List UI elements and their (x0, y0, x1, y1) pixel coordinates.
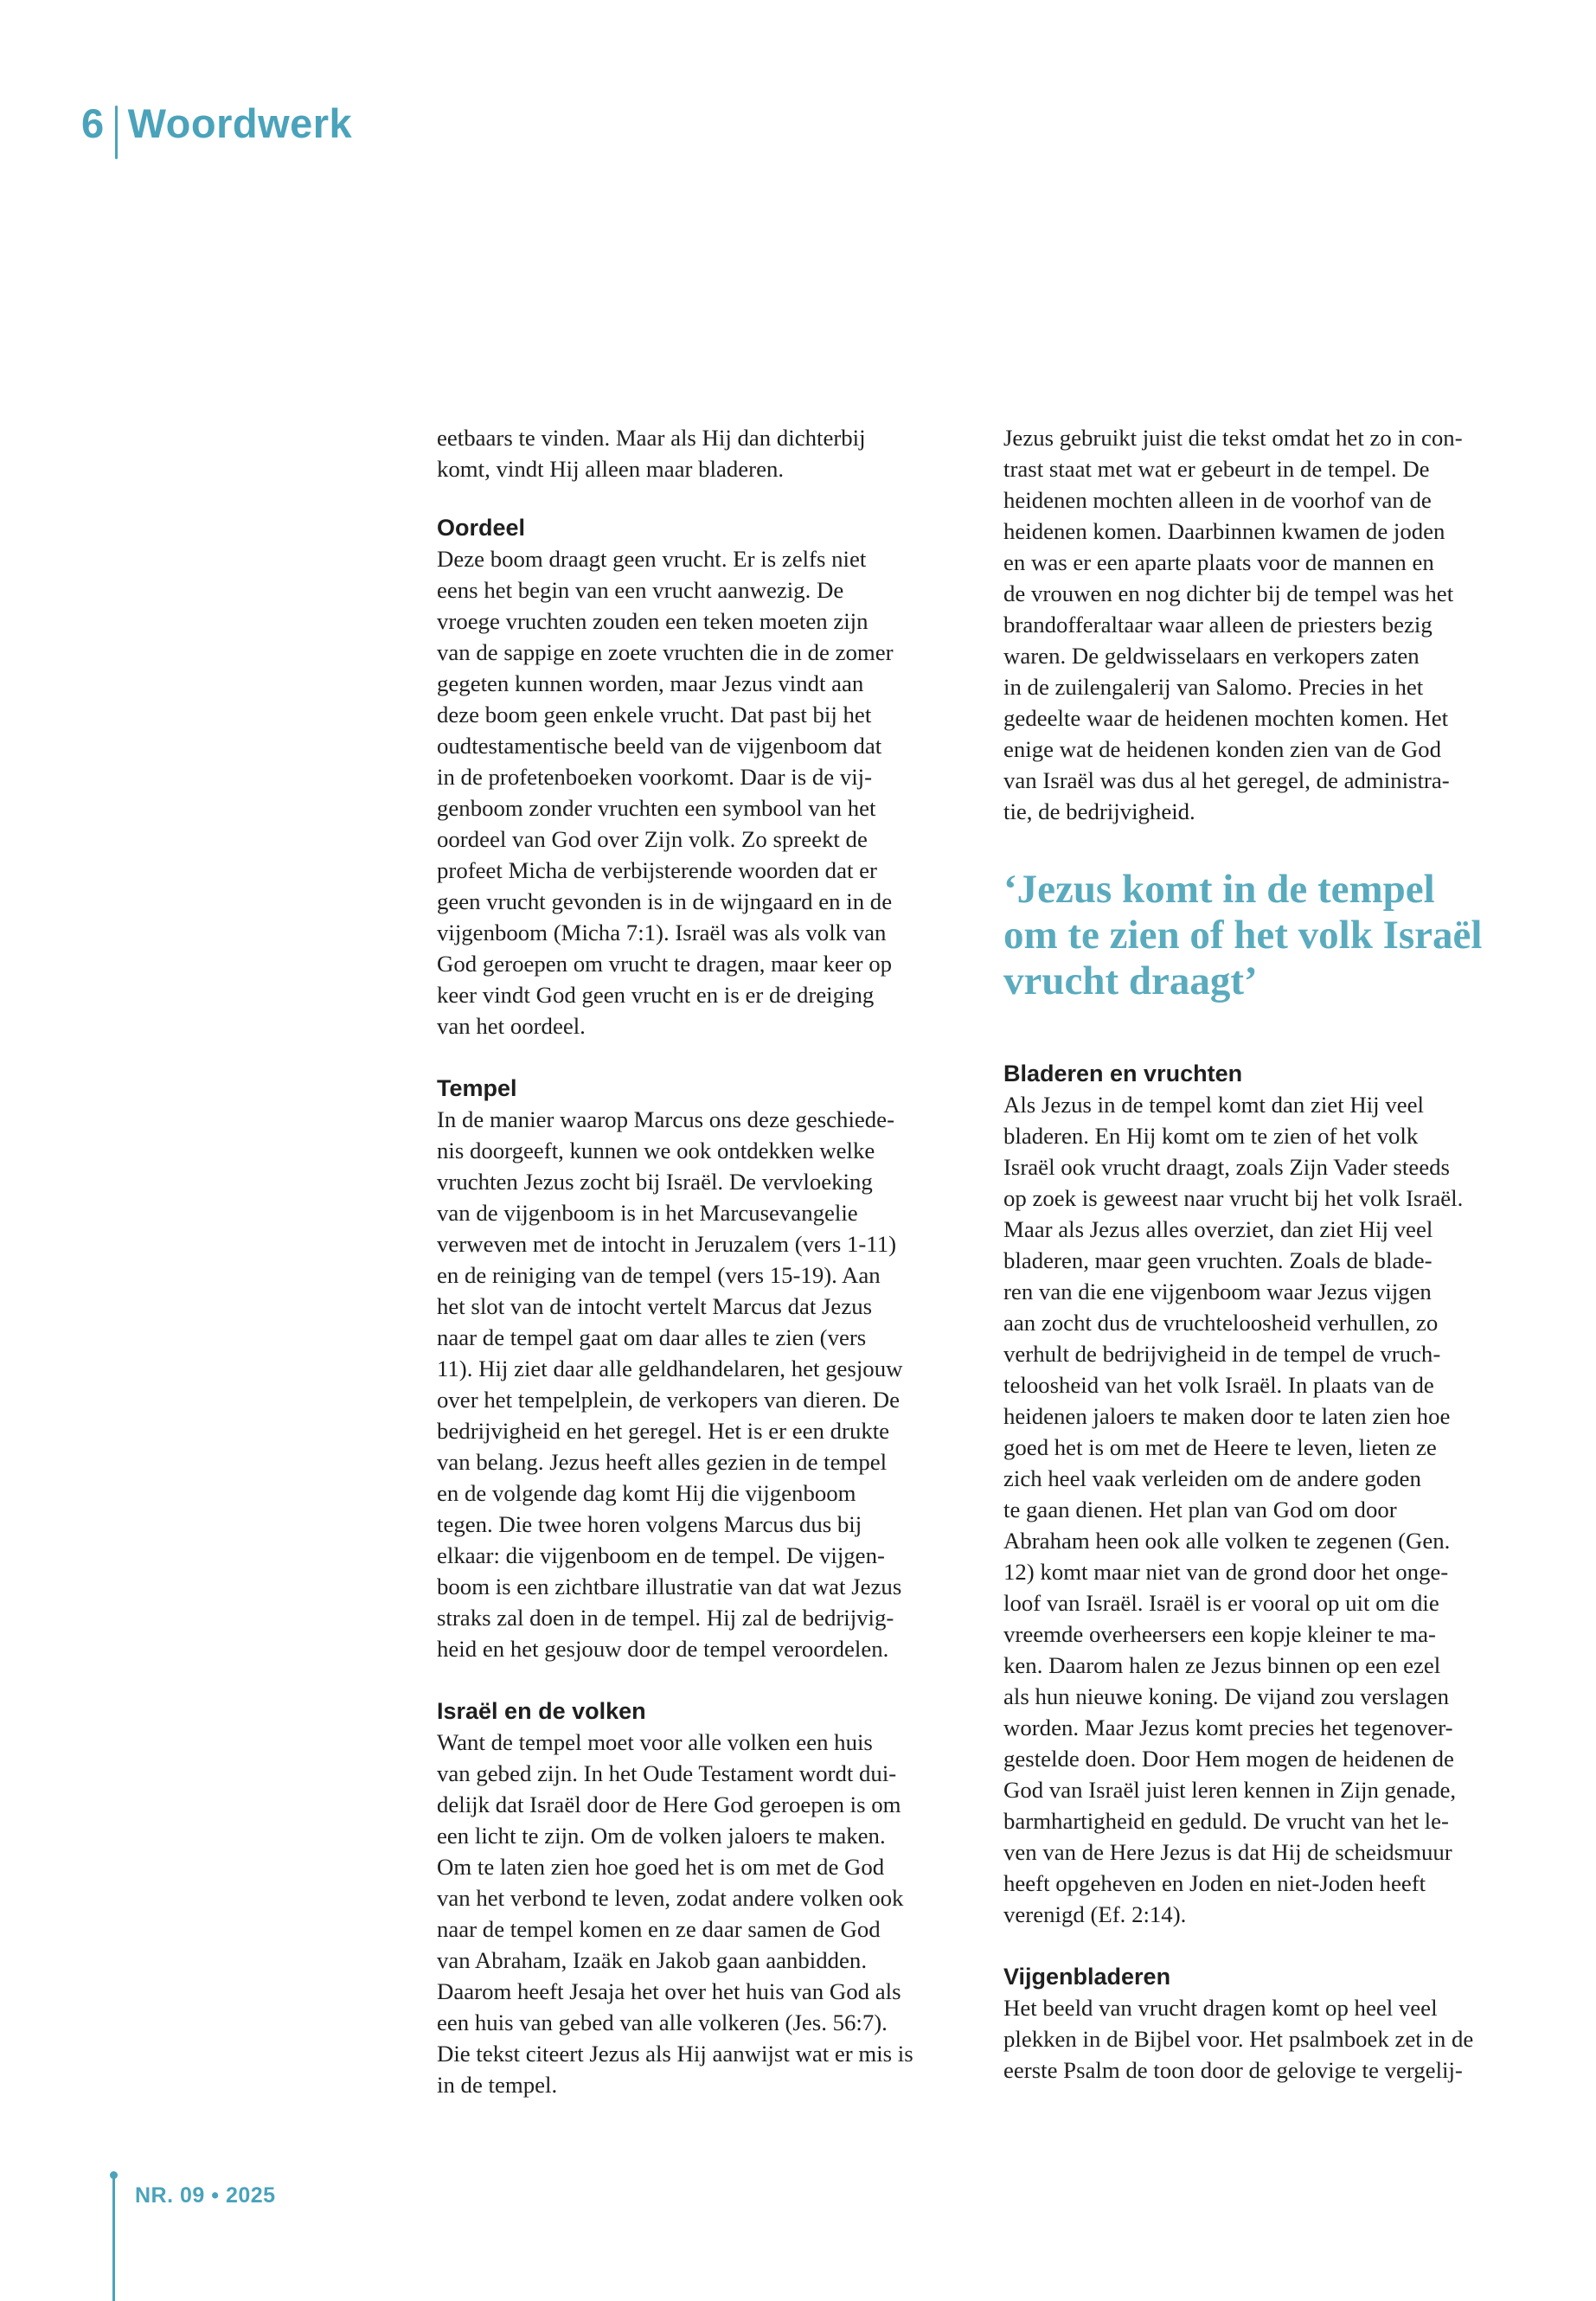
text-line: vroege vruchten zouden een teken moeten zijn (437, 608, 869, 634)
heading-oordeel: Oordeel (437, 515, 526, 541)
text-line: vreemde overheersers een kopje kleiner te ma- (1003, 1621, 1436, 1647)
text-line: enige wat de heidenen konden zien van de God (1003, 736, 1441, 762)
text-line: ken. Daarom halen ze Jezus binnen op een ezel (1003, 1652, 1441, 1678)
text-line: ren van die ene vijgenboom waar Jezus vijgen (1003, 1279, 1432, 1304)
text-line: plekken in de Bijbel voor. Het psalmboek zet in de (1003, 2026, 1474, 2052)
text-line: heidenen komen. Daarbinnen kwamen de joden (1003, 518, 1445, 544)
text-line: verweven met de intocht in Jeruzalem (vers 1-11) (437, 1231, 897, 1257)
footer-rule-dot (110, 2171, 118, 2179)
header-divider (115, 106, 118, 159)
page-number: 6 (81, 99, 105, 146)
text-line: barmhartigheid en geduld. De vrucht van het le- (1003, 1808, 1449, 1834)
text-line: keer vindt God geen vrucht en is er de dreiging (437, 982, 875, 1008)
text-line: worden. Maar Jezus komt precies het tegenover- (1003, 1715, 1453, 1740)
text-line: gestelde doen. Door Hem mogen de heidenen de (1003, 1746, 1454, 1772)
text-line: Het beeld van vrucht dragen komt op heel veel (1003, 1995, 1438, 2021)
pull-quote-line: ‘Jezus komt in de tempel (1003, 867, 1435, 912)
section-title: Woordwerk (127, 99, 353, 146)
paragraph-israel-en-de-volken (437, 1727, 965, 2100)
text-line: en de volgende dag komt Hij die vijgenboom (437, 1480, 856, 1506)
text-line: van de sappige en zoete vruchten die in de zomer (437, 639, 894, 665)
text-line: te gaan dienen. Het plan van God om door (1003, 1497, 1397, 1522)
text-line: God geroepen om vrucht te dragen, maar keer op (437, 951, 893, 977)
text-line: Israël ook vrucht draagt, zoals Zijn Vader steeds (1003, 1154, 1450, 1180)
text-line: op zoek is geweest naar vrucht bij het volk Israël. (1003, 1185, 1464, 1211)
text-line: aan zocht dus de vruchteloosheid verhullen, zo (1003, 1310, 1439, 1336)
text-line: naar de tempel komen en ze daar samen de God (437, 1916, 881, 1942)
text-line: en was er een aparte plaats voor de mannen en (1003, 549, 1434, 575)
text-line: heidenen mochten alleen in de voorhof van de (1003, 487, 1432, 513)
text-line: de vrouwen en nog dichter bij de tempel was het (1003, 580, 1454, 606)
text-line: 12) komt maar niet van de grond door het onge- (1003, 1559, 1449, 1585)
text-line: God van Israël juist leren kennen in Zijn genade, (1003, 1777, 1457, 1803)
text-line: oudtestamentische beeld van de vijgenboom dat (437, 733, 882, 759)
text-line: in de zuilengalerij van Salomo. Precies in het (1003, 674, 1424, 700)
text-line: heeft opgeheven en Joden en niet-Joden heeft (1003, 1870, 1426, 1896)
text-line: komt, vindt Hij alleen maar bladeren. (437, 456, 785, 482)
intro-paragraph (1003, 422, 1535, 827)
intro-paragraph (437, 422, 965, 484)
text-column-right (1003, 422, 1535, 2086)
text-line: oordeel van God over Zijn volk. Zo spreekt de (437, 826, 868, 852)
text-line: goed het is om met de Heere te leven, lieten ze (1003, 1434, 1437, 1460)
text-line: als hun nieuwe koning. De vijand zou verslagen (1003, 1683, 1449, 1709)
text-line: een licht te zijn. Om de volken jaloers te maken. (437, 1823, 886, 1849)
text-line: genboom zonder vruchten een symbool van het (437, 795, 876, 821)
text-line: Jezus gebruikt juist die tekst omdat het zo in con- (1003, 425, 1463, 451)
heading-bladeren-en-vruchten: Bladeren en vruchten (1003, 1061, 1243, 1086)
text-line: straks zal doen in de tempel. Hij zal de bedrijvig- (437, 1605, 894, 1631)
text-line: in de profetenboeken voorkomt. Daar is de vij- (437, 764, 873, 790)
pull-quote-line: vrucht draagt’ (1003, 958, 1258, 1003)
text-line: vruchten Jezus zocht bij Israël. De vervloeking (437, 1169, 873, 1195)
paragraph-bladeren-en-vruchten (1003, 1089, 1535, 1930)
text-line: boom is een zichtbare illustratie van dat wat Jezus (437, 1574, 902, 1599)
text-line: in de tempel. (437, 2072, 558, 2098)
text-line: van gebed zijn. In het Oude Testament wordt dui- (437, 1760, 897, 1786)
text-line: tegen. Die twee horen volgens Marcus dus bij (437, 1511, 862, 1537)
text-line: Want de tempel moet voor alle volken een huis (437, 1729, 873, 1755)
text-column-left (437, 422, 965, 2100)
text-line: Als Jezus in de tempel komt dan ziet Hij veel (1003, 1092, 1424, 1118)
text-line: heid en het gesjouw door de tempel veroordelen. (437, 1636, 889, 1662)
pull-quote-line: om te zien of het volk Israël (1003, 913, 1483, 958)
text-line: gegeten kunnen worden, maar Jezus vindt aan (437, 670, 864, 696)
text-line: gedeelte waar de heidenen mochten komen. Het (1003, 705, 1449, 731)
text-line: bedrijvigheid en het geregel. Het is er een drukte (437, 1418, 890, 1444)
text-line: naar de tempel gaat om daar alles te zien (vers (437, 1324, 867, 1350)
paragraph-tempel (437, 1104, 965, 1664)
text-line: van belang. Jezus heeft alles gezien in de tempel (437, 1449, 888, 1475)
text-line: bladeren. En Hij komt om te zien of het volk (1003, 1123, 1419, 1149)
text-line: brandofferaltaar waar alleen de priesters bezig (1003, 612, 1433, 638)
text-line: van het verbond te leven, zodat andere volken ook (437, 1885, 904, 1911)
text-line: Die tekst citeert Jezus als Hij aanwijst wat er mis is (437, 2041, 913, 2067)
text-line: van Abraham, Izaäk en Jakob gaan aanbidden. (437, 1947, 868, 1973)
text-line: profeet Micha de verbijsterende woorden dat er (437, 857, 877, 883)
page-header (81, 93, 352, 152)
text-line: waren. De geldwisselaars en verkopers zaten (1003, 643, 1420, 669)
text-line: over het tempelplein, de verkopers van dieren. De (437, 1387, 900, 1413)
text-line: vijgenboom (Micha 7:1). Israël was als volk van (437, 920, 887, 945)
text-line: loof van Israël. Israël is er vooral op uit om die (1003, 1590, 1439, 1616)
text-line: zich heel vaak verleiden om de andere goden (1003, 1465, 1421, 1491)
text-line: eerste Psalm de toon door de gelovige te vergelij- (1003, 2057, 1463, 2083)
text-line: deze boom geen enkele vrucht. Dat past bij het (437, 702, 872, 727)
text-line: eens het begin van een vrucht aanwezig. De (437, 577, 844, 603)
text-line: delijk dat Israël door de Here God geroepen is om (437, 1791, 901, 1817)
text-line: verenigd (Ef. 2:14). (1003, 1901, 1187, 1927)
paragraph-oordeel (437, 543, 965, 1042)
text-line: Abraham heen ook alle volken te zegenen (Gen. (1003, 1528, 1451, 1554)
text-line: trast staat met wat er gebeurt in de tempel. De (1003, 456, 1430, 482)
paragraph-vijgenbladeren (1003, 1992, 1535, 2086)
text-line: In de manier waarop Marcus ons deze geschiede- (437, 1106, 895, 1132)
text-line: teloosheid van het volk Israël. In plaats van de (1003, 1372, 1434, 1398)
issue-number: NR. 09 • 2025 (135, 2183, 276, 2208)
text-line: nis doorgeeft, kunnen we ook ontdekken welke (437, 1138, 875, 1163)
text-line: Maar als Jezus alles overziet, dan ziet Hij veel (1003, 1216, 1433, 1242)
text-line: van Israël was dus al het geregel, de administra- (1003, 767, 1450, 793)
text-line: Om te laten zien hoe goed het is om met de God (437, 1854, 885, 1880)
heading-israel-en-de-volken: Israël en de volken (437, 1698, 646, 1724)
text-line: bladeren, maar geen vruchten. Zoals de blade- (1003, 1247, 1433, 1273)
footer-rule (112, 2173, 115, 2301)
text-line: geen vrucht gevonden is in de wijngaard en in de (437, 888, 893, 914)
text-line: elkaar: die vijgenboom en de tempel. De vijgen- (437, 1542, 885, 1568)
text-line: eetbaars te vinden. Maar als Hij dan dichterbij (437, 425, 866, 451)
pull-quote (1003, 867, 1535, 1004)
text-line: Daarom heeft Jesaja het over het huis van God als (437, 1978, 901, 2004)
text-line: verhult de bedrijvigheid in de tempel de vruch- (1003, 1341, 1441, 1367)
text-line: van de vijgenboom is in het Marcusevangelie (437, 1200, 858, 1226)
text-line: tie, de bedrijvigheid. (1003, 798, 1195, 824)
text-line: het slot van de intocht vertelt Marcus dat Jezus (437, 1293, 873, 1319)
text-line: van het oordeel. (437, 1013, 586, 1039)
heading-tempel: Tempel (437, 1075, 517, 1101)
text-line: ven van de Here Jezus is dat Hij de scheidsmuur (1003, 1839, 1452, 1865)
text-line: 11). Hij ziet daar alle geldhandelaren, het gesjouw (437, 1356, 903, 1381)
text-line: en de reiniging van de tempel (vers 15-19). Aan (437, 1262, 881, 1288)
text-line: heidenen jaloers te maken door te laten zien hoe (1003, 1403, 1451, 1429)
text-line: een huis van gebed van alle volkeren (Jes. 56:7). (437, 2009, 888, 2035)
text-line: Deze boom draagt geen vrucht. Er is zelfs niet (437, 546, 867, 572)
heading-vijgenbladeren: Vijgenbladeren (1003, 1964, 1171, 1990)
